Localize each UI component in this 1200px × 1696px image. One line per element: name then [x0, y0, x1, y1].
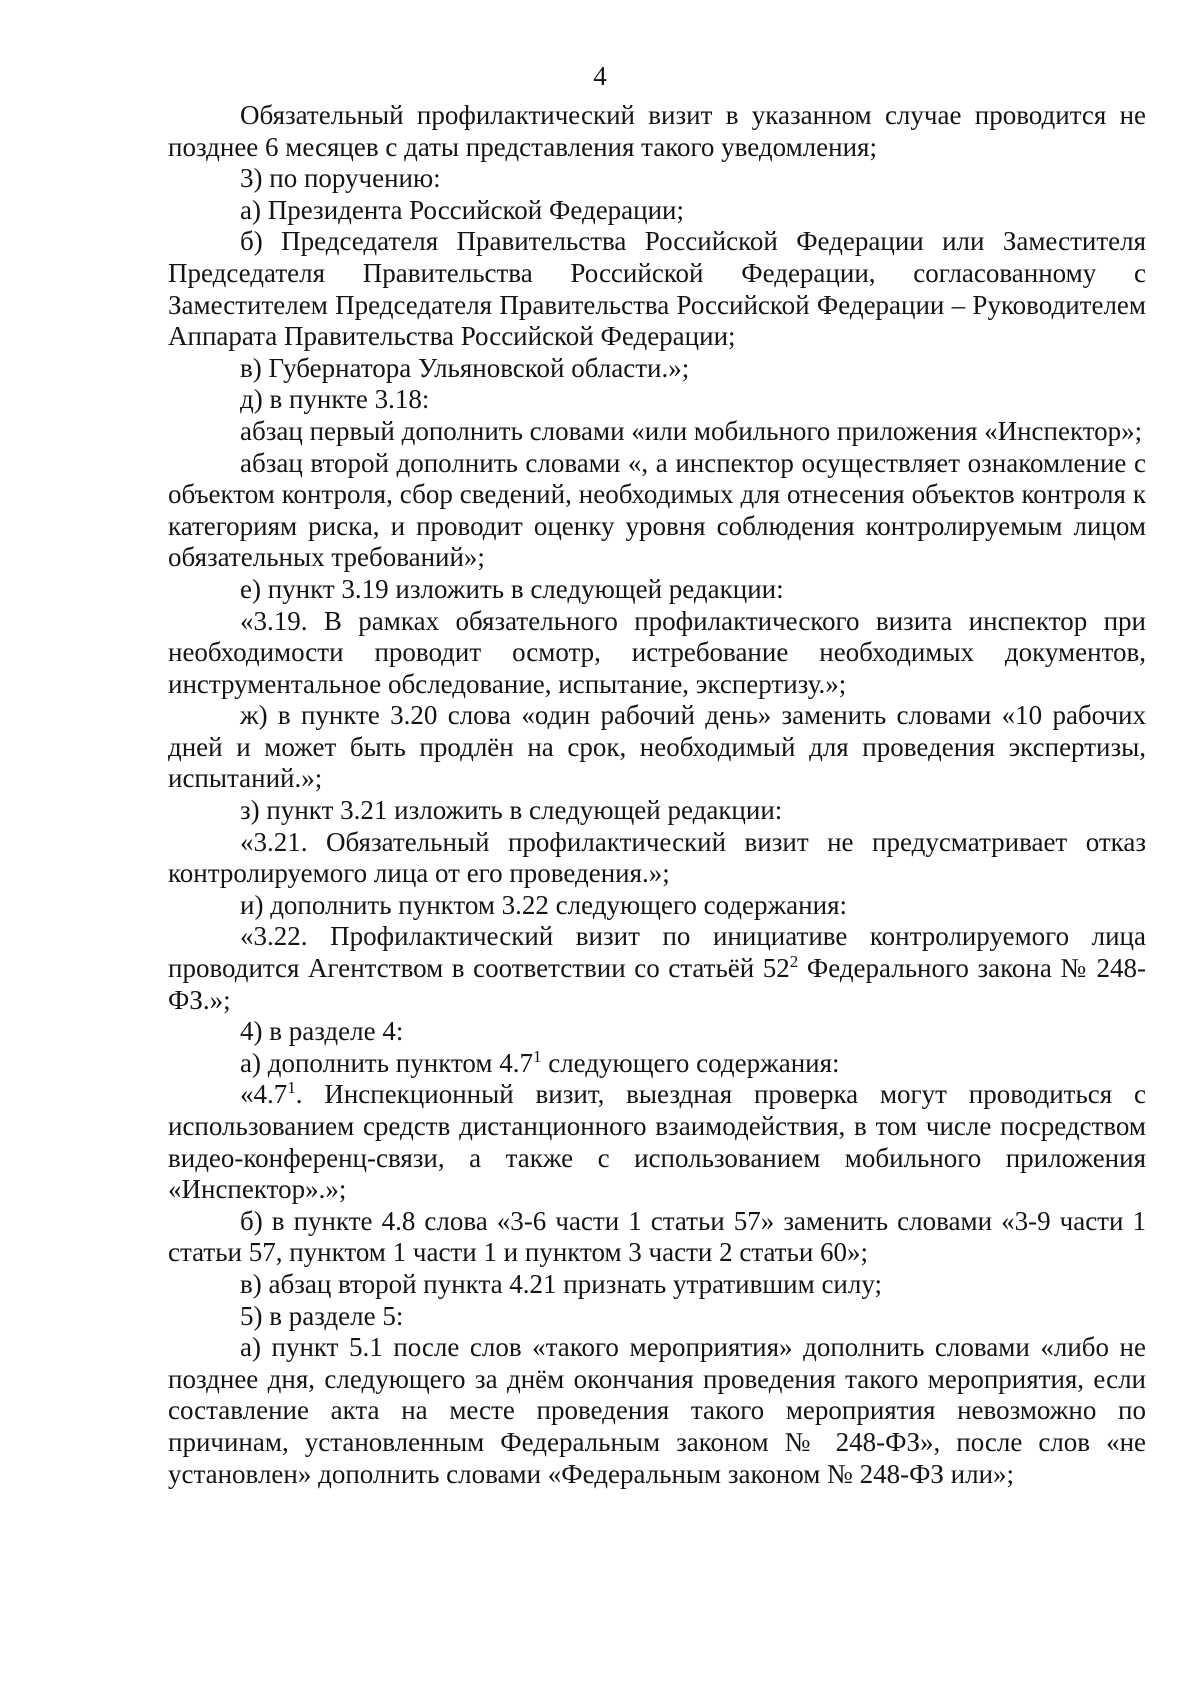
paragraph-4a [168, 1048, 1146, 1080]
paragraph: 4) в разделе 4: [240, 1016, 404, 1047]
text-segment: следующего содержания: [541, 1047, 840, 1078]
paragraph: б) Председателя Правительства Российской Федерации или Заместителя Председателя Правительства Российской Федерации, согласованному с Заместителем Председателя Правительства Российской Федерации – Руководителем Аппарата Правительства Российской Федерации; [168, 226, 1146, 352]
paragraph: ж) в пункте 3.20 слова «один рабочий день» заменить словами «10 рабочих дней и может быть продлён на срок, необходимый для проведения экспертизы, испытаний.»; [168, 700, 1146, 794]
superscript: 2 [789, 952, 799, 972]
text-segment: «3.22. Профилактический визит по инициативе контролируемого лица проводится Агентством в соответствии со статьёй 52 [168, 921, 1146, 984]
text-segment: «4.7 [240, 1079, 288, 1110]
paragraph: абзац второй дополнить словами «, а инспектор осуществляет ознакомление с объектом контроля, сбор сведений, необходимых для отнесения объектов контроля к категориям риска, и проводит оценку уровня соблюдения контролируемым лицом обязательных требований»; [168, 447, 1146, 573]
paragraph: е) пункт 3.19 изложить в следующей редакции: [240, 573, 784, 604]
superscript: 1 [287, 1078, 296, 1098]
paragraph: 5) в разделе 5: [240, 1300, 404, 1331]
paragraph: Обязательный профилактический визит в указанном случае проводится не позднее 6 месяцев с даты представления такого уведомления; [168, 100, 1146, 162]
paragraph: д) в пункте 3.18: [240, 384, 430, 415]
paragraph-3-22 [168, 921, 1146, 1016]
paragraph: а) пункт 5.1 после слов «такого мероприятия» дополнить словами «либо не позднее дня, следующего за днём окончания проведения такого мероприятия, если составление акта на месте проведения такого мероприятия невозможно по причинам, установленным Федеральным законом № 248-ФЗ», после слов «не установлен» дополнить словами «Федеральным законом № 248-ФЗ или»; [168, 1332, 1146, 1489]
paragraph: 3) по поручению: [240, 163, 441, 194]
paragraph: з) пункт 3.21 изложить в следующей редакции: [240, 795, 783, 826]
paragraph: б) в пункте 4.8 слова «3-6 части 1 статьи 57» заменить словами «3-9 части 1 статьи 57, пунктом 1 части 1 и пунктом 3 части 2 статьи 60»; [168, 1205, 1146, 1268]
text-segment: а) дополнить пунктом 4.7 [240, 1047, 533, 1078]
paragraph: «3.21. Обязательный профилактический визит не предусматривает отказ контролируемого лица от его проведения.»; [168, 826, 1146, 889]
paragraph-4-7-1 [168, 1079, 1146, 1205]
paragraph: абзац первый дополнить словами «или мобильного приложения «Инспектор»; [240, 415, 1143, 446]
paragraph: и) дополнить пунктом 3.22 следующего содержания: [240, 889, 847, 920]
paragraph: а) Президента Российской Федерации; [240, 194, 685, 225]
text-segment: . Инспекционный визит, выездная проверка могут проводиться с использованием средств дистанционного взаимодействия, в том числе посредством видео-конференц-связи, а также с использованием мобильного приложения «Инспектор».»; [168, 1079, 1146, 1205]
paragraph: в) абзац второй пункта 4.21 признать утратившим силу; [240, 1268, 883, 1299]
text-segment: Федерального закона № 248-ФЗ.»; [168, 953, 1147, 1015]
page-number: 4 [593, 61, 607, 91]
superscript: 1 [532, 1046, 542, 1066]
document-body [168, 100, 1146, 1490]
paragraph: «3.19. В рамках обязательного профилактического визита инспектор при необходимости проводит осмотр, истребование необходимых документов, инструментальное обследование, испытание, экспертизу.»; [168, 605, 1146, 699]
paragraph: в) Губернатора Ульяновской области.»; [240, 352, 690, 383]
